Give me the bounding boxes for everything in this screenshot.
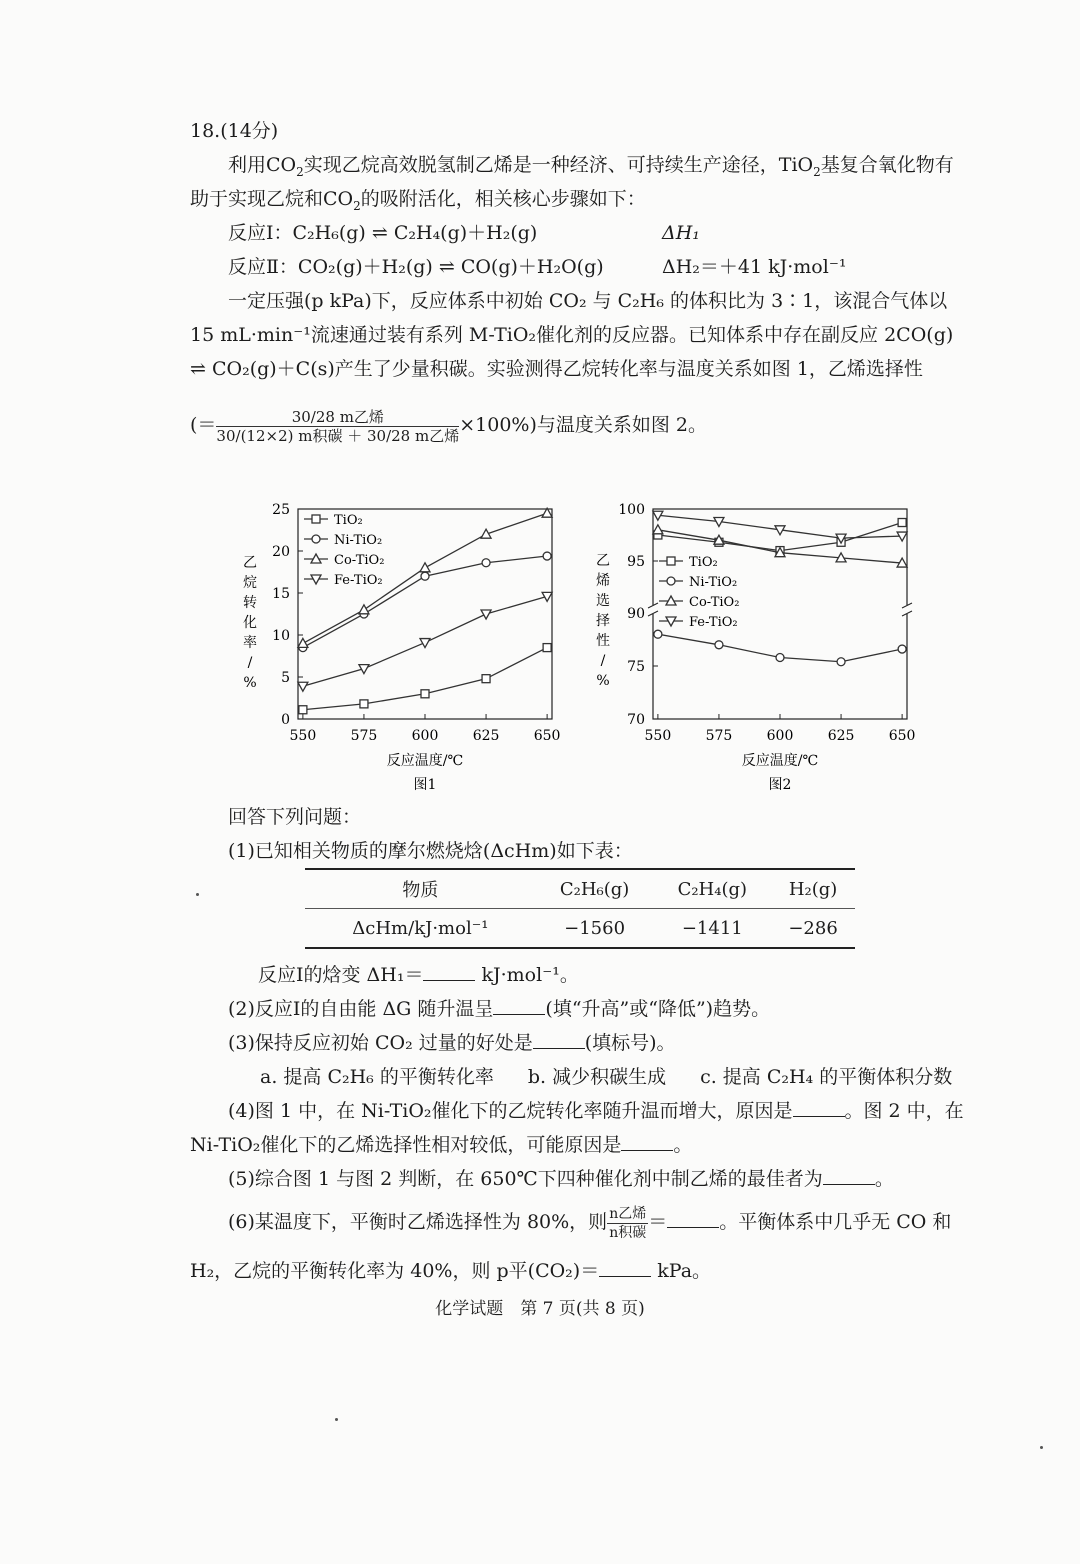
y-tick-label: 95 [627,554,645,570]
data-point [421,690,429,698]
x-tick-label: 625 [472,728,500,744]
q4-text: (4)图 1 中，在 Ni-TiO₂催化下的乙烷转化率随升温而增大，原因是 [228,1100,793,1122]
intro-line-1: 利用$CO_2$实现乙烷高效脱氢制乙烯是一种经济、可持续生产途径，TiO$_2$基复合氧化物有 [228,154,954,179]
fraction-numerator: n乙烯 [609,1205,647,1222]
table-cell: −286 [788,917,838,939]
y-axis-label-char: 乙 [243,555,257,571]
scan-speck [335,1418,338,1421]
answer-blank[interactable] [793,1098,845,1117]
series-line [303,648,547,710]
table-row [305,909,855,949]
conditions-line-2: 15 mL·min⁻¹流速通过装有系列 M-TiO₂催化剂的反应器。已知体系中存在副反应 2CO(g) [190,324,954,346]
data-point [715,641,723,649]
y-tick-label: 15 [272,586,290,602]
y-tick-label: 100 [618,502,645,518]
figure-1-chart [230,495,580,800]
y-axis-label-char: / [247,655,253,671]
answer-blank[interactable] [533,1030,585,1049]
legend-marker [312,535,320,543]
reaction-2 [228,254,604,280]
reaction-equation: CO₂(g)＋H₂(g) ⇌ CO(g)＋H₂O(g) [297,256,604,278]
q1-answer-line [258,962,579,988]
data-point [421,572,429,580]
q3-text: (3)保持反应初始 CO₂ 过量的好处是 [228,1032,533,1054]
scan-speck [196,893,199,896]
y-axis-label-char: % [243,675,257,691]
y-axis-label-char: / [600,653,606,669]
q4-text: 。图 2 中，在 [844,1100,964,1122]
table-header-row [305,869,855,909]
q5-text: 。 [874,1168,894,1190]
legend-marker [312,515,320,523]
q4-text: 。 [673,1134,693,1156]
x-axis-label: 反应温度/℃ [741,753,819,769]
table-row-label: ΔcHm/kJ·mol⁻¹ [352,917,489,939]
answer-blank[interactable] [667,1209,719,1228]
formula-close: ×100%)与温度关系如图 2。 [459,414,707,436]
table-header: C₂H₄(g) [653,869,771,909]
data-point [654,630,662,638]
legend-label: Ni-TiO₂ [334,533,383,548]
conditions-line-3: ⇌ CO₂(g)＋C(s)产生了少量积碳。实验测得乙烷转化率与温度关系如图 1，乙烯选择性 [190,358,923,380]
q5-line [228,1166,894,1192]
selectivity-formula [190,405,707,445]
legend-label: TiO₂ [334,513,363,528]
table-cell: −1560 [564,917,626,939]
data-point [481,610,491,619]
question-header: 18.(14分) [190,120,279,142]
q2-text: (填“升高”或“降低”)趋势。 [545,998,771,1020]
chart-title: 图2 [768,777,792,793]
option-c: c. 提高 C₂H₄ 的平衡体积分数 [700,1066,953,1088]
legend-label: Ni-TiO₂ [689,575,738,590]
legend-label: Fe-TiO₂ [334,573,383,588]
reaction-label: 反应Ⅱ： [228,256,298,278]
q3-options [260,1064,952,1090]
option-b: b. 减少积碳生成 [527,1066,667,1088]
legend-marker [667,577,675,585]
data-point [898,519,906,527]
table-header: C₂H₆(g) [536,869,654,909]
q4-text: Ni-TiO₂催化下的乙烯选择性相对较低，可能原因是 [190,1134,622,1156]
q1-text: (1)已知相关物质的摩尔燃烧焓(ΔcHm)如下表： [228,840,633,862]
fraction-denominator: n积碳 [609,1224,647,1241]
data-point [776,654,784,662]
y-tick-label: 10 [272,628,290,644]
fraction-numerator: 30/28 m乙烯 [216,408,459,427]
data-point [481,529,491,538]
y-axis-label-char: 化 [243,615,257,631]
y-tick-label: 25 [272,502,290,518]
legend-label: Fe-TiO₂ [689,615,738,630]
data-point [482,675,490,683]
legend-label: Co-TiO₂ [689,595,740,610]
fraction-denominator: 30/(12×2) m积碳 ＋ 30/28 m乙烯 [216,426,460,445]
data-point [298,682,308,691]
q6-line-1 [228,1202,951,1242]
data-point [359,605,369,614]
x-tick-label: 550 [644,728,672,744]
data-point [299,706,307,714]
page-footer: 化学试题 第 7 页(共 8 页) [435,1299,645,1319]
x-tick-label: 650 [888,728,916,744]
option-a: a. 提高 C₂H₆ 的平衡转化率 [260,1066,494,1088]
answer-blank[interactable] [599,1258,651,1277]
answer-prompt: 回答下列问题： [228,806,362,828]
q6-text: 。平衡体系中几乎无 CO 和 [719,1211,952,1233]
intro-line-2: 助于实现乙烷和$CO_2$的吸附活化，相关核心步骤如下： [190,188,646,213]
table-header: 物质 [305,869,536,909]
q5-text: (5)综合图 1 与图 2 判断，在 650℃下四种催化剂中制乙烯的最佳者为 [228,1168,823,1190]
y-tick-label: 0 [281,712,290,728]
reaction-label: 反应Ⅰ： [228,222,293,244]
data-point [543,644,551,652]
y-axis-label-char: % [596,673,610,689]
x-axis-label: 反应温度/℃ [386,753,464,769]
x-tick-label: 600 [766,728,794,744]
q6-fraction [607,1205,648,1242]
data-point [543,552,551,560]
q6-text: kPa。 [651,1260,712,1282]
legend-label: TiO₂ [689,555,718,570]
table-header: H₂(g) [771,869,855,909]
q2-text: (2)反应Ⅰ的自由能 ΔG 随升温呈 [228,998,494,1020]
legend-marker [667,557,675,565]
formula-open: (＝ [190,414,217,436]
y-axis-label-char: 选 [596,593,610,609]
axis-break-gap [901,605,913,614]
table-cell: −1411 [681,917,743,939]
q1-answer-text: 反应Ⅰ的焓变 ΔH₁＝ [258,964,424,986]
x-tick-label: 650 [533,728,561,744]
y-axis-label-char: 性 [596,633,610,649]
data-point [298,638,308,647]
y-axis-label-char: 择 [596,613,610,629]
x-tick-label: 550 [289,728,317,744]
intro-text: 助于实现乙烷和CO [190,188,354,210]
intro-text: 的吸附活化，相关核心步骤如下： [360,188,646,210]
q4-line-2 [190,1132,692,1158]
answer-blank[interactable] [823,1166,875,1185]
y-tick-label: 75 [627,659,645,675]
intro-text: 实现乙烷高效脱氢制乙烯是一种经济、可持续生产途径，TiO [303,154,814,176]
intro-text: 利用CO [228,154,297,176]
legend-label: Co-TiO₂ [334,553,385,568]
y-tick-label: 20 [272,544,290,560]
data-point [360,700,368,708]
y-axis-label-char: 烷 [243,575,257,591]
q3-text: (填标号)。 [584,1032,676,1054]
y-axis-label-char: 率 [243,635,257,651]
y-axis-label-char: 转 [243,595,257,611]
data-point [420,563,430,572]
figure-2-chart [585,495,935,800]
reaction-1-dh: ΔH₁ [662,222,700,244]
x-tick-label: 600 [411,728,439,744]
reaction-1 [228,220,537,246]
q6-text: H₂，乙烷的平衡转化率为 40%，则 p平(CO₂)＝ [190,1260,600,1282]
q2-line [228,996,770,1022]
data-point [837,658,845,666]
q4-line-1 [228,1098,964,1124]
x-tick-label: 625 [827,728,855,744]
x-tick-label: 575 [705,728,733,744]
combustion-enthalpy-table [305,868,855,949]
conditions-line-1: 一定压强(p kPa)下，反应体系中初始 CO₂ 与 C₂H₆ 的体积比为 3∶1，该混合气体以 [228,290,948,312]
q1-answer-unit: kJ·mol⁻¹。 [475,964,579,986]
scan-speck [1040,1446,1043,1449]
y-tick-label: 70 [627,712,645,728]
y-axis-label-char: 烯 [596,573,610,589]
answer-blank[interactable] [423,962,475,981]
data-point [898,645,906,653]
y-axis-label-char: 乙 [596,553,610,569]
chart-title: 图1 [413,777,437,793]
data-point [482,559,490,567]
reaction-equation: C₂H₆(g) ⇌ C₂H₄(g)＋H₂(g) [292,222,538,244]
q6-line-2 [190,1258,711,1284]
plot-frame [653,509,907,719]
q3-line [228,1030,676,1056]
answer-blank[interactable] [493,996,545,1015]
data-point [653,525,663,534]
y-tick-label: 5 [281,670,290,686]
q6-text: ＝ [648,1211,668,1233]
axis-break-gap [647,605,659,614]
q6-text: (6)某温度下，平衡时乙烯选择性为 80%，则 [228,1211,608,1233]
y-tick-label: 90 [627,606,645,622]
answer-blank[interactable] [621,1132,673,1151]
intro-text: 基复合氧化物有 [820,154,954,176]
x-tick-label: 575 [350,728,378,744]
reaction-2-dh: ΔH₂＝＋41 kJ·mol⁻¹ [662,256,847,278]
data-point [420,639,430,648]
selectivity-fraction [216,408,459,445]
